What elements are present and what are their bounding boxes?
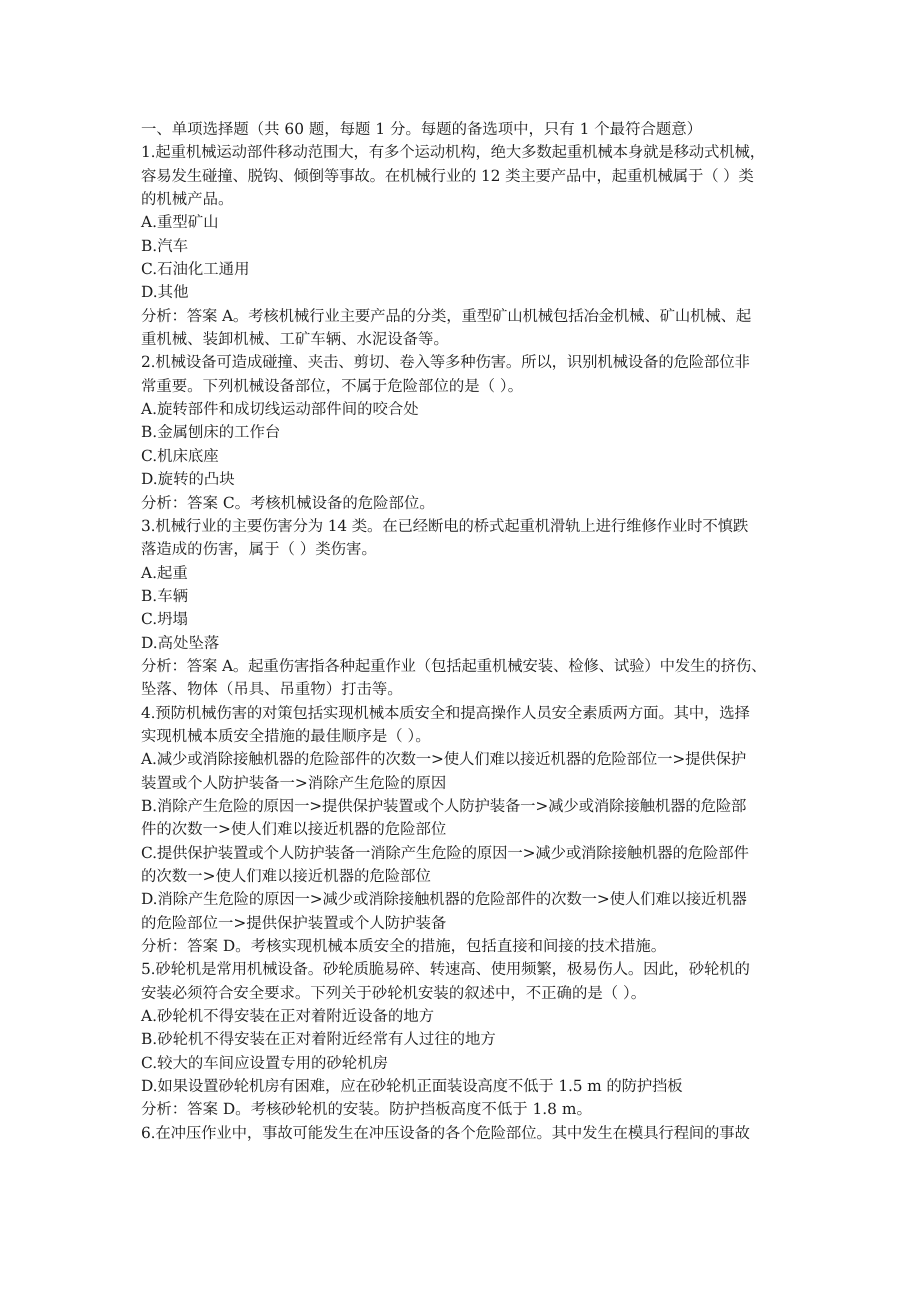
question-3-option-b: B.车辆 [141, 586, 188, 605]
question-2-stem-line-1: 2.机械设备可造成碰撞、夹击、剪切、卷入等多种伤害。所以，识别机械设备的危险部位非 [141, 353, 750, 372]
question-4-stem-line-2: 实现机械本质安全措施的最佳顺序是（ ）。 [141, 726, 431, 745]
question-4-option-b-line-1: B.消除产生危险的原因一>提供保护装置或个人防护装备一>减少或消除接触机器的危险部 [141, 796, 747, 815]
question-1-stem-line-2: 容易发生碰撞、脱钩、倾倒等事故。在机械行业的 12 类主要产品中，起重机械属于（ ）类 [141, 166, 754, 185]
question-4-option-d-line-1: D.消除产生危险的原因一>减少或消除接触机器的危险部件的次数一>使人们难以接近机器 [141, 890, 747, 909]
question-1-option-c: C.石油化工通用 [141, 260, 250, 279]
question-4-option-b-line-2: 件的次数一>使人们难以接近机器的危险部位 [141, 820, 447, 839]
question-1-stem-line-1: 1.起重机械运动部件移动范围大，有多个运动机构，绝大多数起重机械本身就是移动式机械， [141, 143, 766, 162]
question-3-stem-line-1: 3.机械行业的主要伤害分为 14 类。在已经断电的桥式起重机滑轨上进行维修作业时不慎跌 [141, 516, 749, 535]
question-4-option-c-line-1: C.提供保护装置或个人防护装备一消除产生危险的原因一>减少或消除接触机器的危险部件 [141, 843, 749, 862]
question-5-analysis: 分析：答案 D。考核砂轮机的安装。防护挡板高度不低于 1.8 m。 [141, 1100, 592, 1119]
question-4-option-c-line-2: 的次数一>使人们难以接近机器的危险部位 [141, 867, 431, 885]
question-3-option-c: C.坍塌 [141, 610, 188, 629]
question-5-option-c: C.较大的车间应设置专用的砂轮机房 [141, 1053, 388, 1072]
question-1-option-d: D.其他 [141, 283, 189, 302]
question-1-analysis-line-2: 重机械、装卸机械、工矿车辆、水泥设备等。 [141, 330, 449, 349]
question-5-option-b: B.砂轮机不得安装在正对着附近经常有人过往的地方 [141, 1030, 496, 1049]
question-2-option-d: D.旋转的凸块 [141, 470, 235, 489]
question-2-stem-line-2: 常重要。下列机械设备部位，不属于危险部位的是（ ）。 [141, 376, 523, 395]
question-4-stem-line-1: 4.预防机械伤害的对策包括实现机械本质安全和提高操作人员安全素质两方面。其中，选择 [141, 703, 750, 722]
question-6-stem-line-1: 6.在冲压作业中，事故可能发生在冲压设备的各个危险部位。其中发生在模具行程间的事故 [141, 1123, 750, 1142]
question-3-analysis-line-2: 坠落、物体（吊具、吊重物）打击等。 [141, 680, 403, 699]
question-1-stem-line-3: 的机械产品。 [141, 190, 234, 209]
section-heading: 一、单项选择题（共 60 题，每题 1 分。每题的备选项中，只有 1 个最符合题意） [141, 120, 703, 138]
question-5-stem-line-1: 5.砂轮机是常用机械设备。砂轮质脆易碎、转速高、使用频繁，极易伤人。因此，砂轮机的 [141, 960, 750, 979]
question-1-option-a: A.重型矿山 [141, 213, 219, 232]
question-5-stem-line-2: 安装必须符合安全要求。下列关于砂轮机安装的叙述中，不正确的是（ ）。 [141, 983, 647, 1002]
question-3-option-d: D.高处坠落 [141, 633, 220, 652]
question-1-option-b: B.汽车 [141, 236, 188, 255]
question-4-option-a-line-1: A.减少或消除接触机器的危险部件的次数一>使人们难以接近机器的危险部位一>提供保护 [141, 750, 747, 769]
document-text-body [141, 118, 781, 1145]
question-5-option-d: D.如果设置砂轮机房有困难，应在砂轮机正面装设高度不低于 1.5 m 的防护挡板 [141, 1077, 683, 1096]
question-2-option-c: C.机床底座 [141, 446, 219, 465]
question-4-option-d-line-2: 的危险部位一>提供保护装置或个人防护装备 [141, 913, 447, 932]
question-4-analysis: 分析：答案 D。考核实现机械本质安全的措施，包括直接和间接的技术措施。 [141, 937, 667, 956]
question-1-analysis-line-1: 分析：答案 A。考核机械行业主要产品的分类，重型矿山机械包括冶金机械、矿山机械、起 [141, 306, 752, 325]
question-3-analysis-line-1: 分析：答案 A。起重伤害指各种起重作业（包括起重机械安装、检修、试验）中发生的挤伤、 [141, 656, 767, 675]
question-2-option-b: B.金属刨床的工作台 [141, 423, 281, 442]
question-2-option-a: A.旋转部件和成切线运动部件间的咬合处 [141, 400, 419, 419]
question-3-option-a: A.起重 [141, 563, 188, 582]
question-3-stem-line-2: 落造成的伤害，属于（ ）类伤害。 [141, 540, 377, 559]
question-2-analysis: 分析：答案 C。考核机械设备的危险部位。 [141, 493, 435, 512]
question-5-option-a: A.砂轮机不得安装在正对着附近设备的地方 [141, 1007, 435, 1026]
question-4-option-a-line-2: 装置或个人防护装备一>消除产生危险的原因 [141, 773, 447, 792]
